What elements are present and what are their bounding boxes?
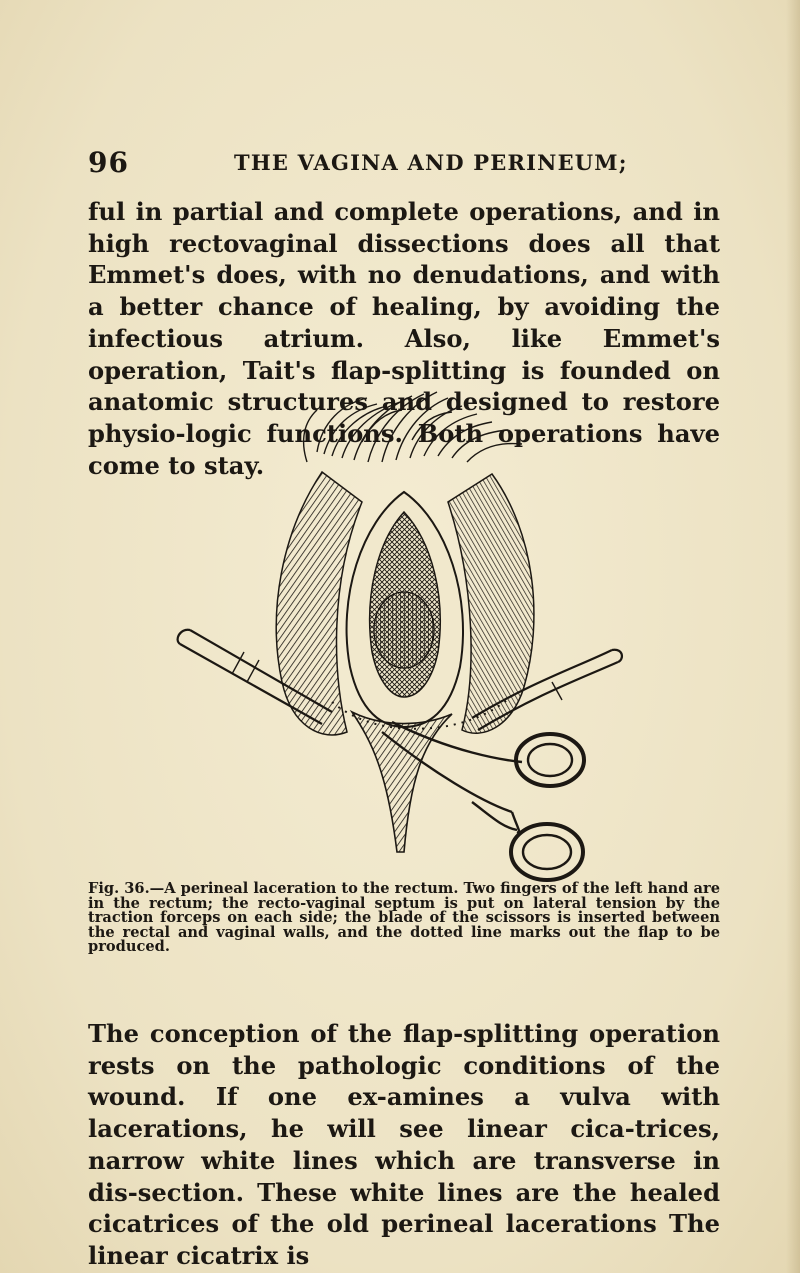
figure-caption: Fig. 36.—A perineal laceration to the rectum. Two fingers of the left hand are in the rectum; the recto-vaginal septum is put on lateral tension by the traction forceps on each side; the blade of the scissors is inserted between the rectal and vaginal walls, and the dotted line marks out the flap to be produced. [88,880,720,956]
engraving [172,382,630,884]
page-edge-shadow [786,0,800,1273]
page-number: 96 [88,146,129,179]
running-head: THE VAGINA AND PERINEUM; [234,150,628,175]
septum-core [374,592,434,668]
hair-tufts [304,392,522,462]
laceration [352,712,452,852]
paragraph-1: ful in partial and complete operations, and in high rectovaginal dissections does all that Emmet's does, with no denudations, and with a better chance of healing, by avoiding the infectious atrium. Also, like Emmet's operation, Tait's flap-splitting is founded on anatomic structures and designed to restore physio-logic functions. Both operations have come to stay. [88,197,720,480]
paragraph-2: The conception of the flap-splitting operation rests on the pathologic conditions of the wound. If one ex-amines a vulva with lacerations, he will see linear cica-trices, narrow white lines which are transverse in dis-section. These white lines are the healed cicatrices of the old perineal lacerations The linear cicatrix is [88,1019,720,1270]
page-header [88,146,728,180]
figure-illustration [172,382,630,884]
